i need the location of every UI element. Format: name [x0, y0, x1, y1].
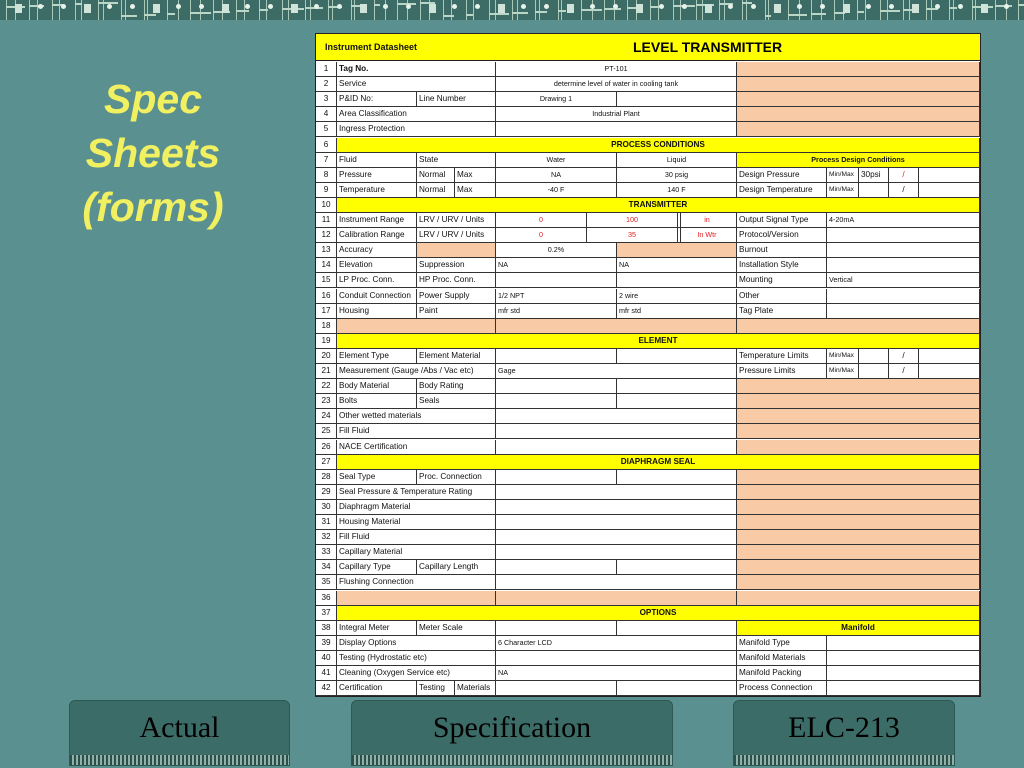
datasheet-cell[interactable] [737, 560, 980, 575]
datasheet-cell[interactable]: determine level of water in cooling tank [496, 77, 737, 92]
datasheet-cell[interactable] [737, 515, 980, 530]
datasheet-cell[interactable] [859, 364, 889, 379]
datasheet-cell[interactable] [496, 319, 737, 334]
datasheet-cell[interactable] [496, 379, 617, 394]
datasheet-cell[interactable] [737, 319, 980, 334]
datasheet-cell[interactable] [617, 394, 737, 409]
datasheet-cell[interactable]: Design Pressure [737, 168, 827, 183]
row-number: 20 [316, 349, 337, 364]
datasheet-cell[interactable]: Max [455, 183, 496, 198]
section-header: Process Design Conditions [737, 153, 980, 168]
datasheet-row [316, 183, 980, 198]
datasheet-cell[interactable]: Fluid [337, 153, 417, 168]
datasheet-cell[interactable]: Mounting [737, 273, 827, 288]
datasheet-cell[interactable]: 2 wire [617, 289, 737, 304]
row-number: 17 [316, 304, 337, 319]
datasheet-cell[interactable]: Body Material [337, 379, 417, 394]
datasheet-cell[interactable]: in [678, 213, 737, 228]
datasheet-row [316, 198, 980, 213]
datasheet-cell[interactable] [737, 92, 980, 107]
datasheet-cell[interactable]: Seal Type [337, 470, 417, 485]
datasheet-cell[interactable]: Testing (Hydrostatic etc) [337, 651, 496, 666]
datasheet-cell[interactable]: Flushing Connection [337, 575, 496, 590]
datasheet-cell[interactable]: Manifold Type [737, 636, 827, 651]
datasheet-cell[interactable]: Capillary Type [337, 560, 417, 575]
datasheet-cell[interactable] [496, 591, 737, 606]
instrument-datasheet [315, 33, 981, 697]
datasheet-row [316, 334, 980, 349]
datasheet-row [316, 651, 980, 666]
datasheet-cell[interactable]: Min/Max [827, 349, 859, 364]
datasheet-row [316, 122, 980, 137]
row-number: 1 [316, 62, 337, 77]
elc-213-button[interactable]: ELC-213 [733, 700, 955, 766]
datasheet-cell[interactable]: Normal [417, 168, 455, 183]
datasheet-cell[interactable] [496, 515, 737, 530]
datasheet-cell[interactable] [496, 394, 617, 409]
section-header: DIAPHRAGM SEAL [337, 455, 980, 470]
datasheet-cell[interactable] [617, 92, 737, 107]
datasheet-row [316, 107, 980, 122]
datasheet-cell[interactable] [919, 168, 980, 183]
datasheet-cell[interactable] [737, 409, 980, 424]
datasheet-cell[interactable]: Service [337, 77, 496, 92]
row-number: 42 [316, 681, 337, 696]
datasheet-row [316, 636, 980, 651]
datasheet-cell[interactable]: Capillary Material [337, 545, 496, 560]
row-number: 25 [316, 424, 337, 439]
datasheet-cell[interactable] [737, 485, 980, 500]
datasheet-row [316, 92, 980, 107]
row-number: 7 [316, 153, 337, 168]
datasheet-cell[interactable]: Seal Pressure & Temperature Rating [337, 485, 496, 500]
datasheet-row [316, 289, 980, 304]
datasheet-row [316, 575, 980, 590]
datasheet-cell[interactable] [827, 681, 980, 696]
row-number: 2 [316, 77, 337, 92]
slide-title-line: Spec [104, 76, 202, 122]
datasheet-cell[interactable]: Integral Meter [337, 621, 417, 636]
datasheet-cell[interactable]: / [889, 168, 919, 183]
datasheet-cell[interactable]: Normal [417, 183, 455, 198]
datasheet-cell[interactable] [737, 122, 980, 137]
datasheet-cell[interactable] [737, 62, 980, 77]
datasheet-cell[interactable]: 100 [587, 213, 678, 228]
datasheet-cell[interactable]: LRV / URV / Units [417, 213, 496, 228]
row-number: 3 [316, 92, 337, 107]
datasheet-cell[interactable] [496, 651, 737, 666]
datasheet-cell[interactable]: 6 Character LCD [496, 636, 737, 651]
datasheet-cell[interactable]: 0 [496, 213, 587, 228]
row-number: 11 [316, 213, 337, 228]
datasheet-row [316, 77, 980, 92]
datasheet-cell[interactable]: Suppression [417, 258, 496, 273]
datasheet-cell[interactable]: Measurement (Gauge /Abs / Vac etc) [337, 364, 496, 379]
datasheet-cell[interactable] [496, 409, 737, 424]
datasheet-row [316, 394, 980, 409]
datasheet-row [316, 243, 980, 258]
datasheet-row [316, 500, 980, 515]
datasheet-row [316, 213, 980, 228]
datasheet-cell[interactable]: Temperature [337, 183, 417, 198]
datasheet-cell[interactable]: / [889, 349, 919, 364]
datasheet-cell[interactable] [737, 379, 980, 394]
row-number: 34 [316, 560, 337, 575]
datasheet-cell[interactable]: Meter Scale [417, 621, 496, 636]
datasheet-cell[interactable]: Pressure [337, 168, 417, 183]
datasheet-cell[interactable] [496, 470, 617, 485]
datasheet-cell[interactable]: 0 [496, 228, 587, 243]
datasheet-cell[interactable] [827, 228, 980, 243]
datasheet-cell[interactable]: 140 F [617, 183, 737, 198]
row-number: 6 [316, 138, 337, 153]
datasheet-cell[interactable]: / [889, 364, 919, 379]
datasheet-row [316, 455, 980, 470]
datasheet-cell[interactable]: Min/Max [827, 183, 859, 198]
datasheet-cell[interactable]: Min/Max [827, 168, 859, 183]
datasheet-cell[interactable]: Protocol/Version [737, 228, 827, 243]
datasheet-cell[interactable]: Gage [496, 364, 737, 379]
datasheet-cell[interactable]: mfr std [496, 304, 617, 319]
datasheet-cell[interactable]: Materials [455, 681, 496, 696]
row-number: 26 [316, 440, 337, 455]
datasheet-cell[interactable] [617, 273, 737, 288]
datasheet-cell[interactable]: Body Rating [417, 379, 496, 394]
datasheet-cell[interactable]: 35 [587, 228, 678, 243]
datasheet-cell[interactable] [496, 424, 737, 439]
datasheet-row [316, 545, 980, 560]
datasheet-row [316, 258, 980, 273]
row-number: 41 [316, 666, 337, 681]
datasheet-cell[interactable] [859, 183, 889, 198]
datasheet-cell[interactable] [496, 545, 737, 560]
datasheet-cell[interactable]: mfr std [617, 304, 737, 319]
datasheet-row [316, 606, 980, 621]
datasheet-row [316, 470, 980, 485]
datasheet-cell[interactable] [617, 379, 737, 394]
datasheet-cell[interactable]: Manifold Packing [737, 666, 827, 681]
datasheet-cell[interactable]: Calibration Range [337, 228, 417, 243]
row-number: 29 [316, 485, 337, 500]
datasheet-cell[interactable]: Display Options [337, 636, 496, 651]
datasheet-cell[interactable]: State [417, 153, 496, 168]
datasheet-cell[interactable]: Min/Max [827, 364, 859, 379]
row-number: 5 [316, 122, 337, 137]
datasheet-row [316, 364, 980, 379]
datasheet-row [316, 409, 980, 424]
datasheet-cell[interactable]: Paint [417, 304, 496, 319]
datasheet-cell[interactable]: NA [496, 258, 617, 273]
datasheet-cell[interactable]: Testing [417, 681, 455, 696]
datasheet-cell[interactable] [737, 470, 980, 485]
datasheet-cell[interactable]: Housing Material [337, 515, 496, 530]
slide-title-line: Sheets [85, 130, 221, 176]
datasheet-cell[interactable]: 0.2% [496, 243, 617, 258]
datasheet-cell[interactable] [617, 621, 737, 636]
row-number: 31 [316, 515, 337, 530]
datasheet-row [316, 319, 980, 334]
row-number: 22 [316, 379, 337, 394]
row-number: 24 [316, 409, 337, 424]
datasheet-cell[interactable] [737, 530, 980, 545]
datasheet-cell[interactable] [827, 651, 980, 666]
datasheet-row [316, 560, 980, 575]
datasheet-cell[interactable] [496, 349, 617, 364]
datasheet-cell[interactable]: NA [617, 258, 737, 273]
datasheet-row [316, 349, 980, 364]
datasheet-row [316, 304, 980, 319]
datasheet-cell[interactable] [737, 394, 980, 409]
datasheet-cell[interactable]: Fill Fluid [337, 530, 496, 545]
datasheet-cell[interactable]: 4-20mA [827, 213, 980, 228]
datasheet-cell[interactable]: PT-101 [496, 62, 737, 77]
datasheet-cell[interactable]: Certification [337, 681, 417, 696]
row-number: 23 [316, 394, 337, 409]
datasheet-cell[interactable]: Element Material [417, 349, 496, 364]
section-header: ELEMENT [337, 334, 980, 349]
datasheet-cell[interactable] [617, 681, 737, 696]
datasheet-cell[interactable] [496, 440, 737, 455]
datasheet-cell[interactable] [496, 560, 617, 575]
section-header: TRANSMITTER [337, 198, 980, 213]
actual-button[interactable]: Actual [69, 700, 290, 766]
row-number: 10 [316, 198, 337, 213]
datasheet-cell[interactable]: Tag Plate [737, 304, 827, 319]
datasheet-cell[interactable] [919, 364, 980, 379]
datasheet-cell[interactable]: Fill Fluid [337, 424, 496, 439]
datasheet-cell[interactable]: Diaphragm Material [337, 500, 496, 515]
row-number: 27 [316, 455, 337, 470]
datasheet-cell[interactable]: Liquid [617, 153, 737, 168]
datasheet-cell[interactable]: Housing [337, 304, 417, 319]
row-number: 40 [316, 651, 337, 666]
datasheet-row [316, 273, 980, 288]
datasheet-cell[interactable]: Installation Style [737, 258, 827, 273]
datasheet-cell[interactable] [737, 424, 980, 439]
datasheet-row [316, 228, 980, 243]
row-number: 12 [316, 228, 337, 243]
datasheet-cell[interactable] [417, 243, 496, 258]
datasheet-cell[interactable]: Max [455, 168, 496, 183]
datasheet-cell[interactable] [496, 122, 737, 137]
datasheet-cell[interactable]: Conduit Connection [337, 289, 417, 304]
row-number: 39 [316, 636, 337, 651]
datasheet-cell[interactable] [737, 440, 980, 455]
datasheet-cell[interactable] [827, 666, 980, 681]
datasheet-cell[interactable]: Seals [417, 394, 496, 409]
datasheet-cell[interactable] [496, 575, 737, 590]
datasheet-cell[interactable] [737, 591, 980, 606]
datasheet-cell[interactable] [919, 183, 980, 198]
datasheet-cell[interactable] [496, 681, 617, 696]
datasheet-cell[interactable]: / [889, 183, 919, 198]
row-number: 38 [316, 621, 337, 636]
datasheet-cell[interactable]: Burnout [737, 243, 827, 258]
datasheet-row [316, 681, 980, 696]
datasheet-cell[interactable]: NACE Certification [337, 440, 496, 455]
datasheet-cell[interactable]: Tag No. [337, 62, 496, 77]
datasheet-cell[interactable] [617, 243, 737, 258]
datasheet-cell[interactable]: Accuracy [337, 243, 417, 258]
row-number: 13 [316, 243, 337, 258]
row-number: 28 [316, 470, 337, 485]
datasheet-cell[interactable]: Ingress Protection [337, 122, 496, 137]
datasheet-cell[interactable]: Cleaning (Oxygen Service etc) [337, 666, 496, 681]
row-number: 9 [316, 183, 337, 198]
datasheet-row [316, 591, 980, 606]
section-header: OPTIONS [337, 606, 980, 621]
datasheet-cell[interactable]: Output Signal Type [737, 213, 827, 228]
datasheet-cell[interactable]: Element Type [337, 349, 417, 364]
datasheet-cell[interactable] [496, 485, 737, 500]
datasheet-cell[interactable] [827, 243, 980, 258]
datasheet-cell[interactable] [617, 349, 737, 364]
datasheet-row [316, 621, 980, 636]
row-number: 32 [316, 530, 337, 545]
datasheet-cell[interactable] [827, 636, 980, 651]
datasheet-cell[interactable] [859, 349, 889, 364]
datasheet-cell[interactable] [337, 591, 496, 606]
datasheet-cell[interactable]: P&ID No: [337, 92, 417, 107]
datasheet-cell[interactable]: Drawing 1 [496, 92, 617, 107]
datasheet-row [316, 379, 980, 394]
datasheet-cell[interactable]: Temperature Limits [737, 349, 827, 364]
datasheet-row [316, 515, 980, 530]
datasheet-cell[interactable]: Process Connection [737, 681, 827, 696]
datasheet-cell[interactable]: NA [496, 168, 617, 183]
datasheet-cell[interactable]: LP Proc. Conn. [337, 273, 417, 288]
datasheet-cell[interactable]: LRV / URV / Units [417, 228, 496, 243]
row-number: 14 [316, 258, 337, 273]
datasheet-cell[interactable] [737, 500, 980, 515]
datasheet-cell[interactable] [827, 289, 980, 304]
datasheet-cell[interactable]: Elevation [337, 258, 417, 273]
datasheet-row [316, 666, 980, 681]
datasheet-row [316, 62, 980, 77]
datasheet-cell[interactable] [496, 530, 737, 545]
row-number: 8 [316, 168, 337, 183]
datasheet-row [316, 153, 980, 168]
datasheet-label: Instrument Datasheet [325, 42, 418, 52]
datasheet-cell[interactable] [827, 258, 980, 273]
datasheet-row [316, 530, 980, 545]
datasheet-cell[interactable]: Line Number [417, 92, 496, 107]
row-number: 19 [316, 334, 337, 349]
datasheet-cell[interactable]: Industrial Plant [496, 107, 737, 122]
datasheet-cell[interactable] [337, 319, 496, 334]
row-number: 37 [316, 606, 337, 621]
datasheet-cell[interactable]: Proc. Connection [417, 470, 496, 485]
datasheet-cell[interactable] [617, 470, 737, 485]
datasheet-cell[interactable]: HP Proc. Conn. [417, 273, 496, 288]
row-number: 30 [316, 500, 337, 515]
datasheet-cell[interactable]: Area Classification [337, 107, 496, 122]
slide-title-line: (forms) [82, 184, 224, 230]
datasheet-cell[interactable] [919, 349, 980, 364]
datasheet-cell[interactable]: Other [737, 289, 827, 304]
datasheet-title: LEVEL TRANSMITTER [633, 39, 783, 55]
datasheet-cell[interactable]: Bolts [337, 394, 417, 409]
datasheet-row [316, 138, 980, 153]
datasheet-cell[interactable] [617, 560, 737, 575]
datasheet-cell[interactable]: Capillary Length [417, 560, 496, 575]
datasheet-cell[interactable]: 30 psig [617, 168, 737, 183]
row-number: 4 [316, 107, 337, 122]
datasheet-row [316, 424, 980, 439]
row-number: 16 [316, 289, 337, 304]
datasheet-cell[interactable]: In Wtr [678, 228, 737, 243]
datasheet-cell[interactable]: Power Supply [417, 289, 496, 304]
datasheet-cell[interactable]: Other wetted materials [337, 409, 496, 424]
row-number: 21 [316, 364, 337, 379]
datasheet-row [316, 168, 980, 183]
datasheet-cell[interactable]: Vertical [827, 273, 980, 288]
datasheet-cell[interactable] [496, 273, 617, 288]
row-number: 15 [316, 273, 337, 288]
specification-button[interactable]: Specification [351, 700, 673, 766]
datasheet-cell[interactable]: 1/2 NPT [496, 289, 617, 304]
datasheet-cell[interactable] [496, 621, 617, 636]
row-number: 18 [316, 319, 337, 334]
datasheet-cell[interactable]: Water [496, 153, 617, 168]
datasheet-cell[interactable]: Instrument Range [337, 213, 417, 228]
datasheet-cell[interactable]: NA [496, 666, 737, 681]
section-header: PROCESS CONDITIONS [337, 138, 980, 153]
row-number: 33 [316, 545, 337, 560]
datasheet-row [316, 440, 980, 455]
datasheet-cell[interactable]: 30psi [859, 168, 889, 183]
datasheet-cell[interactable]: Pressure Limits [737, 364, 827, 379]
datasheet-cell[interactable]: Design Temperature [737, 183, 827, 198]
datasheet-cell[interactable] [737, 545, 980, 560]
datasheet-cell[interactable] [737, 107, 980, 122]
circuit-board-strip [0, 0, 1024, 20]
datasheet-cell[interactable]: Manifold Materials [737, 651, 827, 666]
datasheet-cell[interactable] [827, 304, 980, 319]
datasheet-cell[interactable] [737, 77, 980, 92]
datasheet-header [316, 34, 980, 61]
slide-title [58, 72, 248, 234]
section-header: Manifold [737, 621, 980, 636]
datasheet-cell[interactable]: -40 F [496, 183, 617, 198]
datasheet-row [316, 485, 980, 500]
row-number: 35 [316, 575, 337, 590]
datasheet-cell[interactable] [496, 500, 737, 515]
row-number: 36 [316, 591, 337, 606]
datasheet-cell[interactable] [737, 575, 980, 590]
